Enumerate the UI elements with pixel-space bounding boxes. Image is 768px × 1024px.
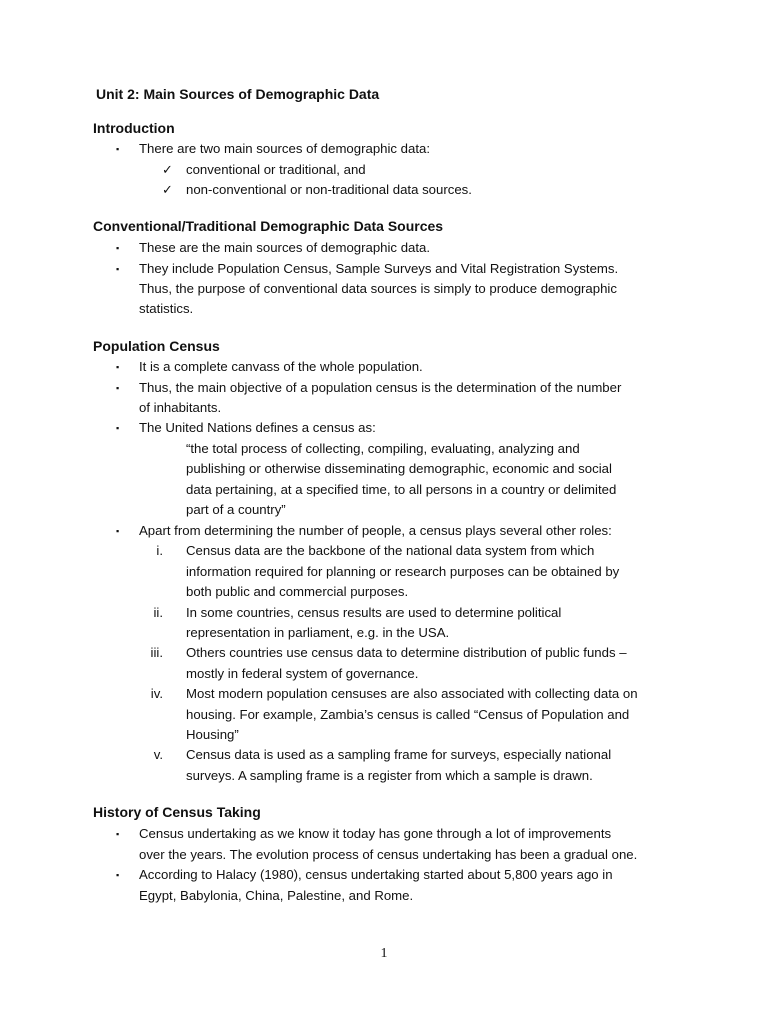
heading-conventional-sources: Conventional/Traditional Demographic Data Sources (93, 218, 444, 234)
roman-numeral: iii. (150, 645, 163, 660)
roman-numeral: ii. (153, 605, 163, 620)
role-text-line: both public and commercial purposes. (186, 584, 409, 599)
role-text-line: information required for planning or research purposes can be obtained by (186, 564, 620, 579)
conventional-bullet-2-line-3: statistics. (139, 301, 194, 316)
bullet-icon (116, 865, 124, 885)
page-number: 1 (380, 946, 388, 961)
role-text-line: Census data is used as a sampling frame for surveys, especially national (186, 747, 612, 762)
un-definition-quote-line-3: data pertaining, at a specified time, to all persons in a country or delimited (186, 482, 617, 497)
bullet-icon (116, 357, 124, 377)
history-bullet-1-line-1: Census undertaking as we know it today has gone through a lot of improvements (139, 826, 612, 841)
conventional-bullet-2-line-2: Thus, the purpose of conventional data sources is simply to produce demographic (139, 281, 617, 296)
role-text-line: Housing” (186, 727, 239, 742)
role-text-line: Most modern population censuses are also associated with collecting data on (186, 686, 638, 701)
history-bullet-2-line-1: According to Halacy (1980), census undertaking started about 5,800 years ago in (139, 867, 613, 882)
role-text-line: Others countries use census data to determine distribution of public funds – (186, 645, 627, 660)
un-definition-quote-line-4: part of a country” (186, 502, 286, 517)
history-bullet-2-line-2: Egypt, Babylonia, China, Palestine, and Rome. (139, 888, 414, 903)
bullet-icon (116, 418, 124, 438)
checkmark-icon: ✓ (162, 182, 173, 197)
role-text-line: Census data are the backbone of the national data system from which (186, 543, 595, 558)
bullet-icon (116, 238, 124, 258)
bullet-icon (116, 259, 124, 279)
census-bullet-3: The United Nations defines a census as: (139, 420, 376, 435)
roman-numeral: v. (153, 747, 163, 762)
conventional-bullet-2-line-1: They include Population Census, Sample Surveys and Vital Registration Systems. (139, 261, 619, 276)
bullet-icon (116, 139, 124, 159)
role-text-line: housing. For example, Zambia’s census is called “Census of Population and (186, 707, 630, 722)
checkmark-icon: ✓ (162, 162, 173, 177)
bullet-icon (116, 521, 124, 541)
history-bullet-1-line-2: over the years. The evolution process of census undertaking has been a gradual one. (139, 847, 638, 862)
census-bullet-4: Apart from determining the number of people, a census plays several other roles: (139, 523, 612, 538)
heading-introduction: Introduction (93, 120, 175, 136)
heading-population-census: Population Census (93, 338, 220, 354)
intro-check-nonconventional: non-conventional or non-traditional data sources. (186, 182, 472, 197)
roman-numeral: i. (156, 543, 163, 558)
role-text-line: In some countries, census results are used to determine political (186, 605, 562, 620)
role-text-line: surveys. A sampling frame is a register from which a sample is drawn. (186, 768, 593, 783)
census-bullet-2-line-1: Thus, the main objective of a population census is the determination of the number (139, 380, 622, 395)
bullet-icon (116, 824, 124, 844)
census-bullet-2-line-2: of inhabitants. (139, 400, 222, 415)
conventional-bullet-1: These are the main sources of demographic data. (139, 240, 431, 255)
un-definition-quote-line-2: publishing or otherwise disseminating demographic, economic and social (186, 461, 612, 476)
heading-history-census: History of Census Taking (93, 804, 261, 820)
page-title: Unit 2: Main Sources of Demographic Data (96, 86, 380, 102)
bullet-icon (116, 378, 124, 398)
role-text-line: representation in parliament, e.g. in the USA. (186, 625, 450, 640)
intro-bullet-text: There are two main sources of demographic data: (139, 141, 431, 156)
census-bullet-1: It is a complete canvass of the whole population. (139, 359, 423, 374)
role-text-line: mostly in federal system of governance. (186, 666, 419, 681)
intro-check-conventional: conventional or traditional, and (186, 162, 366, 177)
un-definition-quote-line-1: “the total process of collecting, compiling, evaluating, analyzing and (186, 441, 580, 456)
roman-numeral: iv. (150, 686, 163, 701)
